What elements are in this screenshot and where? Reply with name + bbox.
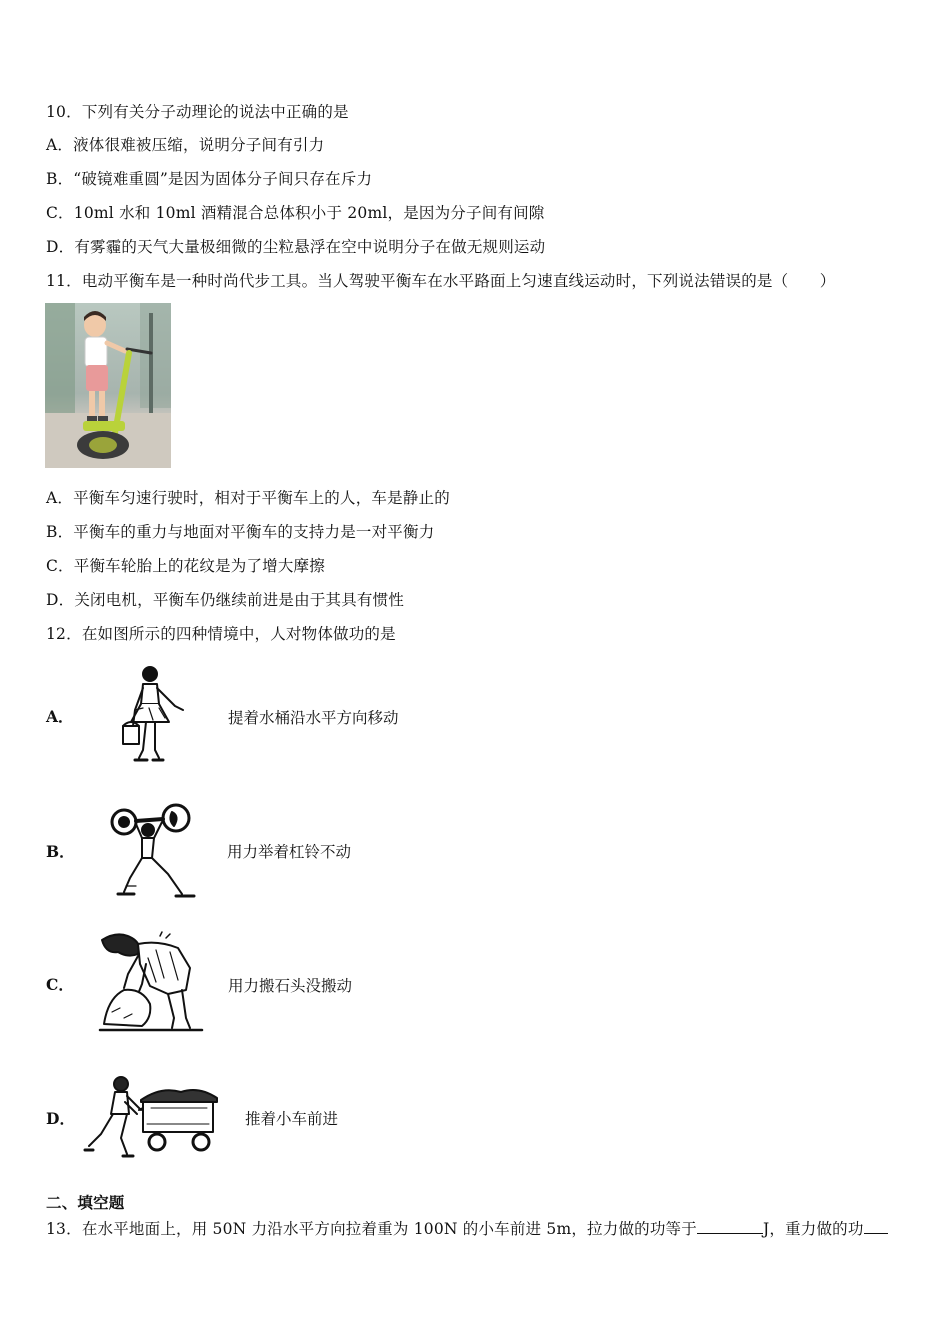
q12-option-d-label: D． <box>46 1109 75 1128</box>
q12-option-c-text: 用力搬石头没搬动 <box>228 977 353 995</box>
q11-option-d: D．关闭电机，平衡车仍继续前进是由于其具有惯性 <box>46 591 405 609</box>
q10-option-b: B．“破镜难重圆”是因为固体分子间只存在斥力 <box>46 170 373 188</box>
q12-option-d-text: 推着小车前进 <box>245 1110 339 1128</box>
q12-option-b-label: B． <box>46 842 75 861</box>
q10-option-d: D．有雾霾的天气大量极细微的尘粒悬浮在空中说明分子在做无规则运动 <box>46 238 546 256</box>
q10-option-c: C．10ml 水和 10ml 酒精混合总体积小于 20ml，是因为分子间有间隙 <box>46 204 545 222</box>
q13-blank-2[interactable] <box>864 1219 888 1234</box>
q13-stem <box>46 1218 888 1240</box>
q11-option-c: C．平衡车轮胎上的花纹是为了增大摩擦 <box>46 557 325 575</box>
balance-scooter-photo <box>45 303 171 468</box>
q13-blank-1[interactable] <box>697 1219 763 1234</box>
q11-option-a: A．平衡车匀速行驶时，相对于平衡车上的人，车是静止的 <box>46 489 450 507</box>
q13-text-part1: 13．在水平地面上，用 50N 力沿水平方向拉着重为 100N 的小车前进 5m，拉力做的功等于 <box>46 1220 697 1238</box>
q11-option-b: B．平衡车的重力与地面对平衡车的支持力是一对平衡力 <box>46 523 435 541</box>
weightlifter-holding-barbell-icon <box>106 796 198 904</box>
q13-text-part2: J，重力做的功 <box>762 1220 864 1238</box>
q11-stem: 11．电动平衡车是一种时尚代步工具。当人驾驶平衡车在水平路面上匀速直线运动时，下列说法错误的是（ ） <box>46 272 836 290</box>
person-pushing-cart-icon <box>81 1074 225 1164</box>
q12-option-a-text: 提着水桶沿水平方向移动 <box>228 709 399 727</box>
q10-stem: 10．下列有关分子动理论的说法中正确的是 <box>46 103 349 121</box>
q12-option-b-text: 用力举着杠铃不动 <box>227 843 352 861</box>
section-title: 二、填空题 <box>46 1193 125 1212</box>
person-pushing-stone-icon <box>98 928 204 1038</box>
q10-option-a: A．液体很难被压缩，说明分子间有引力 <box>46 136 325 154</box>
q12-option-c-label: C． <box>46 975 74 994</box>
woman-carrying-bucket-icon <box>113 664 188 768</box>
q12-option-a-label: A． <box>46 707 74 726</box>
q12-stem: 12．在如图所示的四种情境中，人对物体做功的是 <box>46 625 396 643</box>
